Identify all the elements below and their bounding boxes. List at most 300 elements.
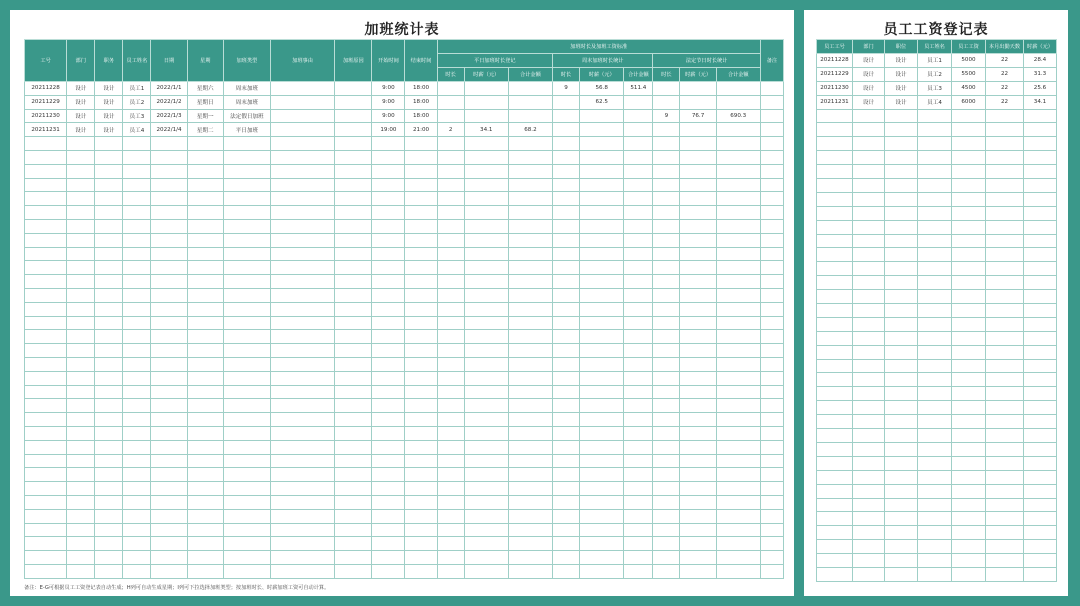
- table-cell[interactable]: [187, 330, 223, 344]
- table-cell[interactable]: [187, 150, 223, 164]
- table-cell[interactable]: [716, 330, 760, 344]
- table-cell[interactable]: [1024, 526, 1057, 540]
- table-cell[interactable]: [624, 192, 653, 206]
- table-cell[interactable]: [885, 165, 918, 179]
- table-cell[interactable]: [580, 164, 624, 178]
- table-cell[interactable]: 设计: [853, 67, 885, 81]
- table-cell[interactable]: [95, 523, 123, 537]
- table-cell[interactable]: 设计: [885, 67, 918, 81]
- table-cell[interactable]: [123, 468, 151, 482]
- table-cell[interactable]: [580, 316, 624, 330]
- table-cell[interactable]: [986, 317, 1024, 331]
- table-cell[interactable]: [508, 233, 552, 247]
- table-cell[interactable]: [680, 344, 716, 358]
- table-cell[interactable]: [372, 330, 405, 344]
- table-cell[interactable]: [885, 387, 918, 401]
- table-cell[interactable]: [553, 495, 580, 509]
- table-cell[interactable]: [918, 123, 952, 137]
- table-cell[interactable]: [405, 454, 437, 468]
- table-cell[interactable]: [372, 192, 405, 206]
- table-cell[interactable]: [508, 150, 552, 164]
- table-cell[interactable]: [624, 564, 653, 578]
- table-cell[interactable]: [716, 454, 760, 468]
- table-cell[interactable]: [464, 426, 508, 440]
- table-cell[interactable]: [223, 233, 270, 247]
- table-cell[interactable]: [853, 262, 885, 276]
- table-cell[interactable]: [817, 567, 853, 581]
- table-cell[interactable]: [223, 137, 270, 151]
- table-cell[interactable]: [25, 206, 67, 220]
- table-cell[interactable]: [918, 179, 952, 193]
- table-cell[interactable]: [853, 567, 885, 581]
- table-cell[interactable]: [405, 399, 437, 413]
- table-cell[interactable]: [123, 454, 151, 468]
- table-cell[interactable]: [95, 288, 123, 302]
- table-cell[interactable]: 68.2: [508, 123, 552, 137]
- table-cell[interactable]: [716, 192, 760, 206]
- table-cell[interactable]: [952, 526, 986, 540]
- table-cell[interactable]: [885, 317, 918, 331]
- table-cell[interactable]: [1024, 331, 1057, 345]
- table-cell[interactable]: [817, 415, 853, 429]
- table-cell[interactable]: [580, 537, 624, 551]
- table-cell[interactable]: [918, 220, 952, 234]
- table-cell[interactable]: [123, 192, 151, 206]
- table-cell[interactable]: 星期一: [187, 109, 223, 123]
- table-cell[interactable]: [405, 178, 437, 192]
- table-cell[interactable]: 19:00: [372, 123, 405, 137]
- table-cell[interactable]: [405, 137, 437, 151]
- table-cell[interactable]: [716, 288, 760, 302]
- table-cell[interactable]: [817, 151, 853, 165]
- table-cell[interactable]: [372, 482, 405, 496]
- table-cell[interactable]: [151, 164, 187, 178]
- table-cell[interactable]: [680, 468, 716, 482]
- table-cell[interactable]: [508, 399, 552, 413]
- table-cell[interactable]: [25, 330, 67, 344]
- table-cell[interactable]: [223, 330, 270, 344]
- table-cell[interactable]: [1024, 262, 1057, 276]
- table-cell[interactable]: 18:00: [405, 82, 437, 96]
- table-cell[interactable]: [952, 165, 986, 179]
- table-cell[interactable]: [817, 248, 853, 262]
- table-cell[interactable]: 周末加班: [223, 82, 270, 96]
- table-cell[interactable]: [918, 290, 952, 304]
- table-cell[interactable]: 9: [553, 82, 580, 96]
- table-cell[interactable]: [986, 526, 1024, 540]
- table-cell[interactable]: [760, 523, 783, 537]
- table-cell[interactable]: [151, 495, 187, 509]
- table-cell[interactable]: [405, 468, 437, 482]
- table-cell[interactable]: [123, 247, 151, 261]
- table-cell[interactable]: [817, 179, 853, 193]
- table-cell[interactable]: [817, 429, 853, 443]
- table-cell[interactable]: 20211228: [25, 82, 67, 96]
- table-cell[interactable]: [918, 373, 952, 387]
- table-cell[interactable]: [653, 523, 680, 537]
- table-cell[interactable]: [270, 302, 334, 316]
- table-cell[interactable]: [151, 219, 187, 233]
- table-cell[interactable]: [437, 192, 464, 206]
- table-cell[interactable]: [437, 95, 464, 109]
- table-cell[interactable]: [716, 95, 760, 109]
- table-cell[interactable]: [817, 512, 853, 526]
- table-cell[interactable]: [372, 137, 405, 151]
- table-cell[interactable]: [580, 440, 624, 454]
- table-cell[interactable]: [553, 468, 580, 482]
- table-cell[interactable]: [760, 288, 783, 302]
- table-cell[interactable]: [67, 413, 95, 427]
- table-cell[interactable]: [716, 468, 760, 482]
- table-cell[interactable]: [372, 413, 405, 427]
- table-cell[interactable]: [464, 399, 508, 413]
- table-cell[interactable]: [680, 537, 716, 551]
- table-cell[interactable]: [853, 317, 885, 331]
- table-cell[interactable]: [680, 123, 716, 137]
- table-cell[interactable]: [67, 344, 95, 358]
- table-cell[interactable]: [270, 509, 334, 523]
- table-cell[interactable]: [653, 330, 680, 344]
- table-cell[interactable]: [885, 401, 918, 415]
- table-cell[interactable]: 9:00: [372, 109, 405, 123]
- table-cell[interactable]: [716, 123, 760, 137]
- table-cell[interactable]: [760, 537, 783, 551]
- table-cell[interactable]: [437, 523, 464, 537]
- table-cell[interactable]: [760, 371, 783, 385]
- table-cell[interactable]: [151, 482, 187, 496]
- table-cell[interactable]: [986, 234, 1024, 248]
- table-cell[interactable]: [952, 359, 986, 373]
- table-cell[interactable]: [952, 345, 986, 359]
- table-cell[interactable]: [680, 275, 716, 289]
- table-cell[interactable]: [25, 371, 67, 385]
- table-cell[interactable]: [716, 426, 760, 440]
- table-cell[interactable]: [372, 206, 405, 220]
- table-cell[interactable]: [885, 345, 918, 359]
- table-cell[interactable]: [270, 95, 334, 109]
- table-cell[interactable]: [151, 206, 187, 220]
- table-cell[interactable]: [270, 316, 334, 330]
- table-cell[interactable]: [853, 179, 885, 193]
- table-cell[interactable]: [270, 413, 334, 427]
- table-cell[interactable]: 设计: [67, 123, 95, 137]
- table-cell[interactable]: [508, 192, 552, 206]
- table-cell[interactable]: 20211230: [817, 81, 853, 95]
- table-cell[interactable]: [760, 564, 783, 578]
- table-cell[interactable]: [885, 498, 918, 512]
- table-cell[interactable]: [624, 454, 653, 468]
- table-cell[interactable]: [918, 151, 952, 165]
- table-cell[interactable]: [335, 537, 372, 551]
- table-cell[interactable]: [1024, 192, 1057, 206]
- table-cell[interactable]: [952, 304, 986, 318]
- table-cell[interactable]: [405, 413, 437, 427]
- table-cell[interactable]: [853, 554, 885, 568]
- table-cell[interactable]: [335, 330, 372, 344]
- table-cell[interactable]: [553, 192, 580, 206]
- table-cell[interactable]: [464, 371, 508, 385]
- table-cell[interactable]: [223, 454, 270, 468]
- table-cell[interactable]: [918, 248, 952, 262]
- table-cell[interactable]: [553, 137, 580, 151]
- table-cell[interactable]: [580, 109, 624, 123]
- table-cell[interactable]: [372, 371, 405, 385]
- table-cell[interactable]: [187, 537, 223, 551]
- table-cell[interactable]: [187, 233, 223, 247]
- table-cell[interactable]: [437, 371, 464, 385]
- table-cell[interactable]: [67, 316, 95, 330]
- table-cell[interactable]: [1024, 415, 1057, 429]
- table-cell[interactable]: [187, 357, 223, 371]
- table-cell[interactable]: [986, 484, 1024, 498]
- table-cell[interactable]: [151, 468, 187, 482]
- table-cell[interactable]: 9: [653, 109, 680, 123]
- table-cell[interactable]: [151, 247, 187, 261]
- table-cell[interactable]: [335, 109, 372, 123]
- table-cell[interactable]: [187, 164, 223, 178]
- table-cell[interactable]: [918, 345, 952, 359]
- table-cell[interactable]: [760, 247, 783, 261]
- table-cell[interactable]: [624, 399, 653, 413]
- table-cell[interactable]: [580, 564, 624, 578]
- table-cell[interactable]: [680, 551, 716, 565]
- table-cell[interactable]: [123, 288, 151, 302]
- table-cell[interactable]: [405, 537, 437, 551]
- table-cell[interactable]: [853, 373, 885, 387]
- table-cell[interactable]: [918, 540, 952, 554]
- table-cell[interactable]: [437, 261, 464, 275]
- table-cell[interactable]: [918, 234, 952, 248]
- table-cell[interactable]: [270, 399, 334, 413]
- table-cell[interactable]: [580, 523, 624, 537]
- table-cell[interactable]: [553, 275, 580, 289]
- table-cell[interactable]: [1024, 401, 1057, 415]
- table-cell[interactable]: 设计: [853, 54, 885, 68]
- table-cell[interactable]: [680, 192, 716, 206]
- table-cell[interactable]: [817, 276, 853, 290]
- table-cell[interactable]: [25, 537, 67, 551]
- table-cell[interactable]: [853, 429, 885, 443]
- table-cell[interactable]: [123, 413, 151, 427]
- table-cell[interactable]: [464, 178, 508, 192]
- table-cell[interactable]: [25, 357, 67, 371]
- table-cell[interactable]: [223, 468, 270, 482]
- table-cell[interactable]: [653, 426, 680, 440]
- table-cell[interactable]: [270, 330, 334, 344]
- table-cell[interactable]: [952, 456, 986, 470]
- table-cell[interactable]: [95, 261, 123, 275]
- table-cell[interactable]: [67, 495, 95, 509]
- table-cell[interactable]: [372, 275, 405, 289]
- table-cell[interactable]: [760, 344, 783, 358]
- table-cell[interactable]: [1024, 151, 1057, 165]
- table-cell[interactable]: [680, 233, 716, 247]
- table-cell[interactable]: 21:00: [405, 123, 437, 137]
- table-cell[interactable]: [223, 440, 270, 454]
- table-cell[interactable]: [580, 178, 624, 192]
- table-cell[interactable]: [553, 564, 580, 578]
- table-cell[interactable]: [437, 275, 464, 289]
- table-cell[interactable]: [508, 261, 552, 275]
- table-cell[interactable]: [437, 316, 464, 330]
- table-cell[interactable]: [123, 316, 151, 330]
- table-cell[interactable]: [853, 470, 885, 484]
- table-cell[interactable]: [760, 95, 783, 109]
- table-cell[interactable]: [885, 554, 918, 568]
- table-cell[interactable]: [508, 316, 552, 330]
- table-cell[interactable]: [508, 357, 552, 371]
- table-cell[interactable]: 设计: [95, 95, 123, 109]
- table-cell[interactable]: [986, 429, 1024, 443]
- table-cell[interactable]: [653, 551, 680, 565]
- table-cell[interactable]: [680, 95, 716, 109]
- table-cell[interactable]: [986, 512, 1024, 526]
- table-cell[interactable]: [885, 220, 918, 234]
- table-cell[interactable]: [680, 454, 716, 468]
- table-cell[interactable]: [67, 178, 95, 192]
- table-cell[interactable]: [760, 413, 783, 427]
- table-cell[interactable]: 2022/1/2: [151, 95, 187, 109]
- table-cell[interactable]: [680, 426, 716, 440]
- table-cell[interactable]: [187, 371, 223, 385]
- table-cell[interactable]: [1024, 512, 1057, 526]
- table-cell[interactable]: [67, 482, 95, 496]
- table-cell[interactable]: [437, 247, 464, 261]
- table-cell[interactable]: [187, 219, 223, 233]
- table-cell[interactable]: [437, 206, 464, 220]
- table-cell[interactable]: [952, 248, 986, 262]
- table-cell[interactable]: [553, 482, 580, 496]
- table-cell[interactable]: [508, 302, 552, 316]
- table-cell[interactable]: [464, 551, 508, 565]
- table-cell[interactable]: [187, 399, 223, 413]
- table-cell[interactable]: [952, 415, 986, 429]
- table-cell[interactable]: [437, 137, 464, 151]
- table-cell[interactable]: [580, 137, 624, 151]
- table-cell[interactable]: [372, 440, 405, 454]
- table-cell[interactable]: [123, 564, 151, 578]
- table-cell[interactable]: [817, 290, 853, 304]
- table-cell[interactable]: [853, 387, 885, 401]
- table-cell[interactable]: 56.8: [580, 82, 624, 96]
- table-cell[interactable]: [885, 262, 918, 276]
- table-cell[interactable]: 20211231: [25, 123, 67, 137]
- table-cell[interactable]: [817, 109, 853, 123]
- table-cell[interactable]: [1024, 345, 1057, 359]
- table-cell[interactable]: [952, 192, 986, 206]
- table-cell[interactable]: [817, 331, 853, 345]
- table-cell[interactable]: [553, 509, 580, 523]
- table-cell[interactable]: [760, 150, 783, 164]
- table-cell[interactable]: [553, 261, 580, 275]
- table-cell[interactable]: [680, 219, 716, 233]
- table-cell[interactable]: [885, 567, 918, 581]
- table-cell[interactable]: 设计: [95, 109, 123, 123]
- table-cell[interactable]: [853, 415, 885, 429]
- table-cell[interactable]: [464, 288, 508, 302]
- table-cell[interactable]: [508, 137, 552, 151]
- table-cell[interactable]: [464, 440, 508, 454]
- table-cell[interactable]: [95, 509, 123, 523]
- table-cell[interactable]: [508, 454, 552, 468]
- table-cell[interactable]: [508, 385, 552, 399]
- table-cell[interactable]: [716, 261, 760, 275]
- table-cell[interactable]: 18:00: [405, 95, 437, 109]
- table-cell[interactable]: [653, 371, 680, 385]
- table-cell[interactable]: [405, 344, 437, 358]
- table-cell[interactable]: [716, 344, 760, 358]
- table-cell[interactable]: [25, 495, 67, 509]
- table-cell[interactable]: [918, 526, 952, 540]
- table-cell[interactable]: [952, 262, 986, 276]
- table-cell[interactable]: [270, 150, 334, 164]
- table-cell[interactable]: [853, 123, 885, 137]
- table-cell[interactable]: [653, 192, 680, 206]
- table-cell[interactable]: [372, 495, 405, 509]
- table-cell[interactable]: [95, 385, 123, 399]
- table-cell[interactable]: [464, 523, 508, 537]
- table-cell[interactable]: [653, 123, 680, 137]
- table-cell[interactable]: [680, 82, 716, 96]
- table-cell[interactable]: [952, 331, 986, 345]
- table-cell[interactable]: [223, 344, 270, 358]
- table-cell[interactable]: [553, 178, 580, 192]
- table-cell[interactable]: [151, 399, 187, 413]
- table-cell[interactable]: [270, 468, 334, 482]
- table-cell[interactable]: [986, 220, 1024, 234]
- table-cell[interactable]: [270, 482, 334, 496]
- table-cell[interactable]: [223, 261, 270, 275]
- table-cell[interactable]: [437, 564, 464, 578]
- table-cell[interactable]: [624, 95, 653, 109]
- table-cell[interactable]: [123, 344, 151, 358]
- table-cell[interactable]: [680, 137, 716, 151]
- table-cell[interactable]: [464, 413, 508, 427]
- table-cell[interactable]: [760, 261, 783, 275]
- table-cell[interactable]: [817, 484, 853, 498]
- table-cell[interactable]: [918, 512, 952, 526]
- table-cell[interactable]: 2022/1/4: [151, 123, 187, 137]
- table-cell[interactable]: [817, 554, 853, 568]
- table-cell[interactable]: [760, 440, 783, 454]
- table-cell[interactable]: 2022/1/3: [151, 109, 187, 123]
- table-cell[interactable]: [1024, 456, 1057, 470]
- table-cell[interactable]: [885, 470, 918, 484]
- table-cell[interactable]: [372, 523, 405, 537]
- table-cell[interactable]: [1024, 442, 1057, 456]
- table-cell[interactable]: [270, 219, 334, 233]
- table-cell[interactable]: [885, 359, 918, 373]
- table-cell[interactable]: [716, 551, 760, 565]
- table-cell[interactable]: [624, 440, 653, 454]
- table-cell[interactable]: [372, 357, 405, 371]
- table-cell[interactable]: [151, 178, 187, 192]
- table-cell[interactable]: [437, 109, 464, 123]
- table-cell[interactable]: [716, 371, 760, 385]
- table-cell[interactable]: [25, 137, 67, 151]
- table-cell[interactable]: [853, 276, 885, 290]
- table-cell[interactable]: [885, 415, 918, 429]
- table-cell[interactable]: [464, 150, 508, 164]
- table-cell[interactable]: [885, 526, 918, 540]
- table-cell[interactable]: [437, 468, 464, 482]
- table-cell[interactable]: [653, 564, 680, 578]
- table-cell[interactable]: [67, 164, 95, 178]
- table-cell[interactable]: [680, 150, 716, 164]
- table-cell[interactable]: [653, 288, 680, 302]
- table-cell[interactable]: 62.5: [580, 95, 624, 109]
- table-cell[interactable]: 20211228: [817, 54, 853, 68]
